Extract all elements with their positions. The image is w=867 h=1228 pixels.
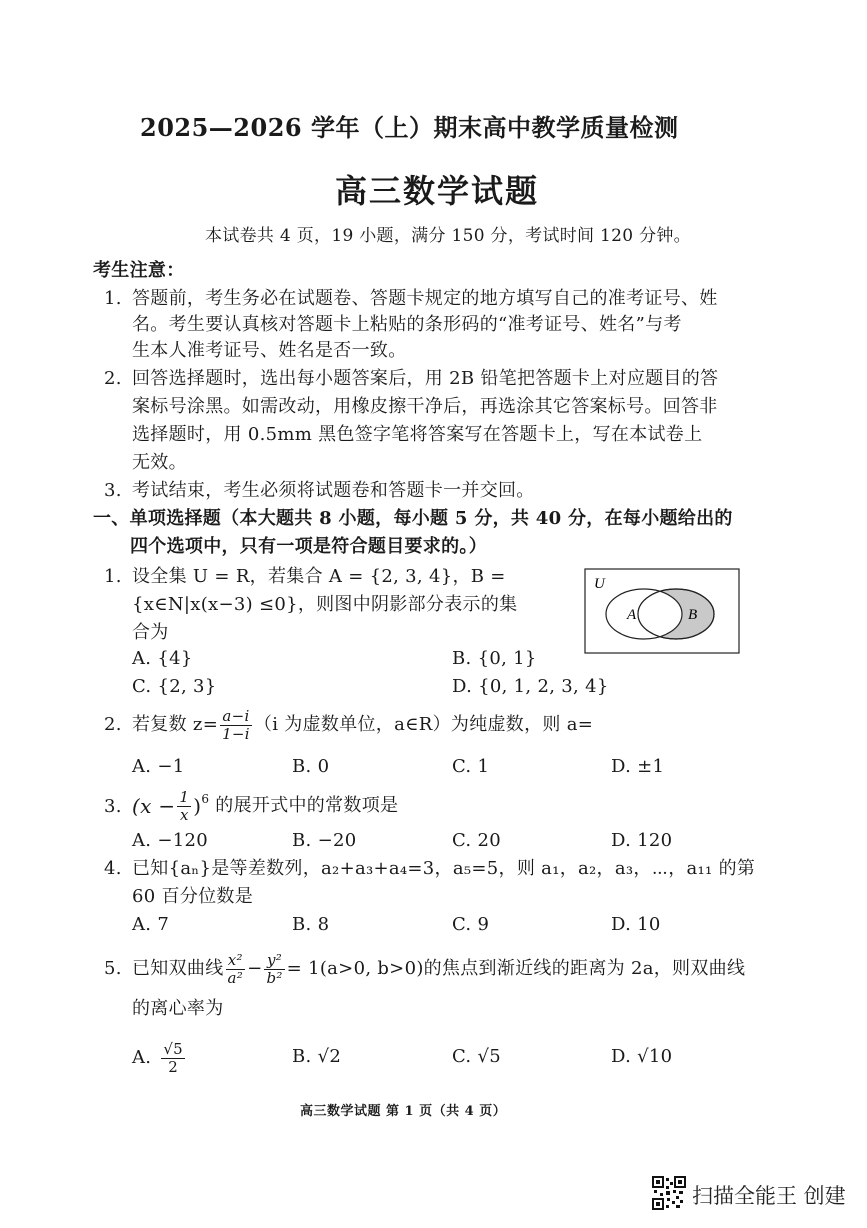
q3-text [132,782,398,830]
q3-option-c: C. 20 [452,830,501,851]
q2-fraction [220,708,252,743]
q4-text-line: 已知{aₙ}是等差数列，a₂+a₃+a₄=3，a₅=5，则 a₁，a₂，a₃，⋯，a₁₁ 的第 [132,858,756,879]
venn-label-b: B [688,607,698,623]
q3-fraction [177,789,191,824]
q5-option-c: C. √5 [452,1046,501,1067]
q1-number: 1. [104,566,122,587]
section-heading-line: 四个选项中，只有一项是符合题目要求的。） [130,536,487,557]
q3-number: 3. [104,796,122,817]
q3-expr-close: ) [193,794,202,818]
notice-item-2-line: 选择题时，用 0.5mm 黑色签字笔将答案写在答题卡上，写在本试卷上 [132,424,703,445]
q5-option-a-fraction [161,1041,185,1076]
q4-text-line: 60 百分位数是 [132,886,254,907]
q4-number: 4. [104,858,122,879]
q4-option-b: B. 8 [292,914,330,935]
q5-fraction-x [226,952,246,987]
q3-power: 6 [201,792,210,806]
q5-fraction-y-numerator: y² [264,952,284,970]
notice-item-3-number: 3. [104,480,122,501]
notice-item-1-line: 名。考生要认真核对答题卡上粘贴的条形码的“准考证号、姓名”与考 [132,314,682,335]
q4-option-c: C. 9 [452,914,490,935]
notice-item-2-line: 回答选择题时，选出每小题答案后，用 2B 铅笔把答题卡上对应题目的答 [132,368,719,389]
q2-fraction-denominator: 1−i [222,724,250,743]
q2-text-post: （i 为虚数单位，a∈R）为纯虚数，则 a= [253,714,594,735]
venn-label-a: A [627,607,637,623]
q3-expr-open: (x − [132,794,176,818]
notice-item-1-line: 生本人准考证号、姓名是否一致。 [132,340,407,361]
q5-minus: − [247,958,263,979]
q5-number: 5. [104,958,122,979]
q2-number: 2. [104,714,122,735]
q1-text-line: {x∈N|x(x−3) ≤0}，则图中阴影部分表示的集 [132,594,518,615]
q2-text-pre: 若复数 z= [132,714,219,735]
subject-title: 高三数学试题 [335,172,540,210]
notice-item-2-line: 无效。 [132,452,187,473]
section-heading-line: 一、单项选择题（本大题共 8 小题，每小题 5 分，共 40 分，在每小题给出的 [93,508,733,529]
q5-option-a-label: A. [132,1047,152,1068]
q3-option-a: A. −120 [132,830,208,851]
q1-text-line: 设全集 U = R，若集合 A = {2, 3, 4}，B = [132,566,506,587]
qr-code-icon [652,1176,686,1210]
q2-fraction-numerator: a−i [220,708,252,726]
scanner-watermark: 扫描全能王 创建 [692,1184,846,1208]
q4-option-d: D. 10 [611,914,661,935]
q3-option-d: D. 120 [611,830,673,851]
q5-text [132,944,745,994]
q2-option-b: B. 0 [292,756,330,777]
q3-text-post: 的展开式中的常数项是 [215,795,399,816]
exam-info: 本试卷共 4 页，19 小题，满分 150 分，考试时间 120 分钟。 [205,226,691,246]
q5-fraction-y-denominator: b² [266,968,283,987]
q3-fraction-denominator: x [179,805,189,824]
q5-option-d: D. √10 [611,1046,673,1067]
q2-text [132,702,593,748]
q5-text-line: 的离心率为 [132,998,224,1019]
notice-heading: 考生注意： [93,260,185,281]
q5-fraction-x-denominator: a² [227,968,244,987]
exam-title: 2025—2026 学年（上）期末高中教学质量检测 [140,113,679,142]
page-footer: 高三数学试题 第 1 页（共 4 页） [300,1104,507,1119]
q5-option-a-numerator: √5 [163,1039,184,1058]
q1-option-a: A. {4} [132,648,193,669]
q5-option-a-denominator: 2 [168,1057,179,1076]
notice-item-2-line: 案标号涂黑。如需改动，用橡皮擦干净后，再选涂其它答案标号。回答非 [132,396,718,417]
q1-option-b: B. {0, 1} [452,648,537,669]
q5-fraction-y [264,952,284,987]
q2-option-d: D. ±1 [611,756,665,777]
q4-option-a: A. 7 [132,914,170,935]
notice-item-3-line: 考试结束，考生必须将试题卷和答题卡一并交回。 [132,480,535,501]
notice-item-1-line: 答题前，考生务必在试题卷、答题卡规定的地方填写自己的准考证号、姓 [132,288,718,309]
q5-option-b: B. √2 [292,1046,342,1067]
q5-text-pre: 已知双曲线 [132,958,224,979]
q3-option-b: B. −20 [292,830,357,851]
q1-option-d: D. {0, 1, 2, 3, 4} [452,676,609,697]
q5-text-post: = 1(a>0, b>0)的焦点到渐近线的距离为 2a，则双曲线 [286,958,746,979]
venn-label-u: U [594,576,605,592]
q1-option-c: C. {2, 3} [132,676,217,697]
venn-diagram [584,568,740,654]
q1-text-line: 合为 [132,622,169,643]
q2-option-c: C. 1 [452,756,490,777]
notice-item-1-number: 1. [104,288,122,309]
notice-item-2-number: 2. [104,368,122,389]
q2-option-a: A. −1 [132,756,185,777]
q3-fraction-numerator: 1 [179,787,190,806]
q5-fraction-x-numerator: x² [226,952,246,970]
venn-svg [584,568,740,654]
q5-option-a [132,1034,187,1082]
